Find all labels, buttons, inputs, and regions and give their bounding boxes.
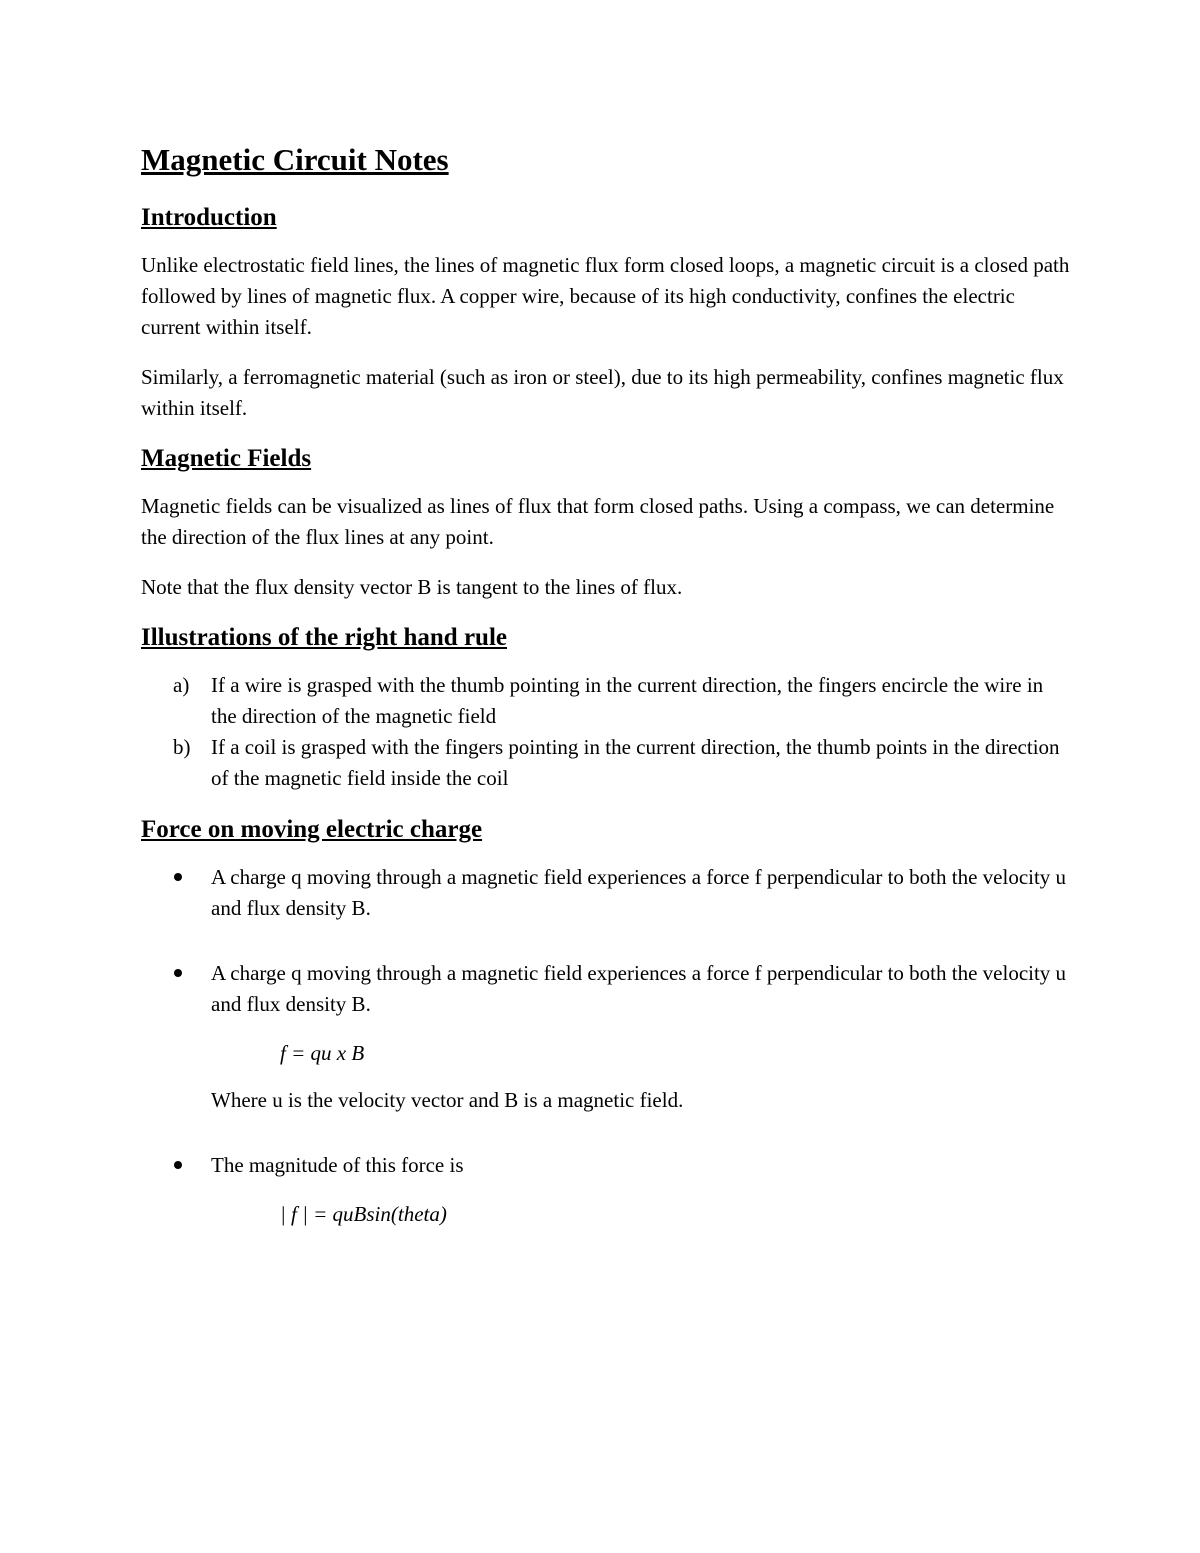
formula-explanation: Where u is the velocity vector and B is a magnetic field. — [211, 1088, 684, 1112]
bullet-item — [141, 862, 1071, 924]
section-heading-force: Force on moving electric charge — [141, 816, 483, 843]
list-item — [141, 732, 1071, 794]
page-title: Magnetic Circuit Notes — [141, 142, 449, 177]
force-bullet-list — [141, 862, 1071, 1020]
list-item-text: If a wire is grasped with the thumb pointing in the current direction, the fingers encircle the wire in the direction of the magnetic field — [211, 673, 1044, 728]
bullet-text: The magnitude of this force is — [211, 1153, 464, 1177]
bullet-item — [141, 958, 1071, 1020]
section-heading-magnetic-fields: Magnetic Fields — [141, 445, 312, 472]
section-heading-right-hand-rule: Illustrations of the right hand rule — [141, 624, 508, 651]
bullet-item — [141, 1150, 1071, 1181]
intro-paragraph-2: Similarly, a ferromagnetic material (such as iron or steel), due to its high permeability, confines magnetic flux within itself. — [141, 365, 1064, 420]
section-introduction — [141, 202, 1071, 424]
list-marker: b) — [173, 735, 191, 759]
right-hand-rule-list — [141, 670, 1071, 794]
intro-paragraph-1: Unlike electrostatic field lines, the lines of magnetic flux form closed loops, a magnetic circuit is a closed path followed by lines of magnetic flux. A copper wire, because of its high conductivity, confines the electric current within itself. — [141, 253, 1070, 339]
list-item-text: If a coil is grasped with the fingers pointing in the current direction, the thumb points in the direction of the magnetic field inside the coil — [211, 735, 1060, 790]
bullet-icon — [174, 969, 182, 977]
bullet-text: A charge q moving through a magnetic field experiences a force f perpendicular to both the velocity u and flux density B. — [211, 961, 1067, 1016]
list-item — [141, 670, 1071, 732]
fields-paragraph-1: Magnetic fields can be visualized as lines of flux that form closed paths. Using a compass, we can determine the direction of the flux lines at any point. — [141, 494, 1055, 549]
formula-force: f = qu x B — [280, 1041, 365, 1065]
section-heading-introduction: Introduction — [141, 204, 277, 231]
formula-magnitude: | f | = quBsin(theta) — [280, 1202, 447, 1226]
section-magnetic-fields — [141, 443, 1071, 603]
section-force — [141, 814, 1071, 1230]
section-right-hand-rule — [141, 622, 1071, 794]
force-bullet-list-continued — [141, 1150, 1071, 1181]
bullet-icon — [174, 873, 182, 881]
document-content — [141, 140, 1071, 1246]
bullet-icon — [174, 1161, 182, 1169]
fields-paragraph-2: Note that the flux density vector B is tangent to the lines of flux. — [141, 575, 683, 599]
bullet-text: A charge q moving through a magnetic field experiences a force f perpendicular to both the velocity u and flux density B. — [211, 865, 1067, 920]
list-marker: a) — [173, 673, 190, 697]
